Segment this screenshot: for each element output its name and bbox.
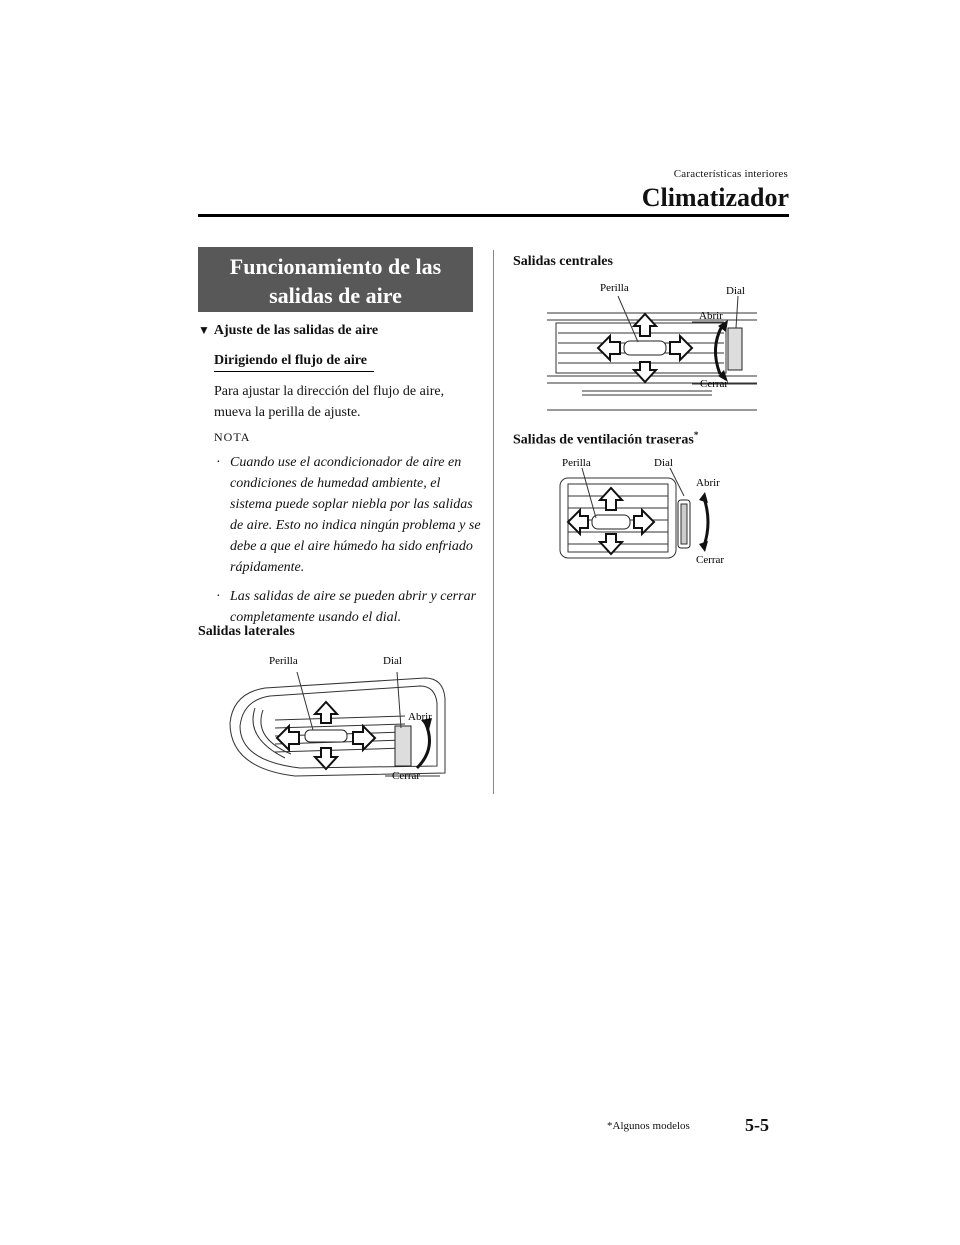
lateral-dial-label: Dial — [383, 655, 402, 667]
underlined-heading: Dirigiendo el flujo de aire — [214, 353, 367, 368]
header-rule — [198, 214, 789, 217]
section-title-line1: Funcionamiento de las — [229, 254, 442, 279]
paragraph-line2: mueva la perilla de ajuste. — [214, 405, 361, 420]
rear-vent-illustration — [548, 452, 748, 572]
nota-label: NOTA — [214, 430, 251, 444]
section-title-line2: salidas de aire — [269, 283, 402, 308]
lateral-close-label: Cerrar — [392, 770, 421, 782]
central-knob-label: Perilla — [600, 282, 629, 294]
lateral-knob-label: Perilla — [269, 655, 298, 667]
rear-knob-label: Perilla — [562, 457, 591, 469]
rear-dial-label: Dial — [654, 457, 673, 469]
rear-vents-asterisk: * — [693, 430, 699, 440]
lateral-vents-title: Salidas laterales — [198, 624, 295, 639]
lateral-vent-illustration — [225, 648, 450, 783]
rear-vents-title — [513, 430, 698, 449]
header-section: Características interiores — [673, 168, 788, 180]
lateral-open-label: Abrir — [408, 711, 432, 723]
paragraph-line1: Para ajustar la dirección del flujo de aire, — [214, 384, 445, 399]
heading-underline — [214, 371, 374, 372]
triangle-marker-icon: ▼ — [198, 323, 210, 337]
subheading — [198, 323, 378, 339]
central-dial-label: Dial — [726, 285, 745, 297]
central-close-label: Cerrar — [700, 378, 729, 390]
central-vent-illustration — [542, 278, 760, 414]
page-number: 5-5 — [745, 1115, 769, 1135]
column-divider — [493, 250, 494, 794]
instruction-paragraph — [214, 381, 484, 423]
note-item: · Las salidas de aire se pueden abrir y cerrar completamente usando el dial. — [214, 586, 482, 628]
rear-close-label: Cerrar — [696, 554, 725, 566]
rear-open-label: Abrir — [696, 477, 720, 489]
footer-note: *Algunos modelos — [607, 1120, 690, 1132]
section-title-box — [198, 247, 473, 312]
central-vents-title: Salidas centrales — [513, 254, 613, 269]
rear-vents-title-text: Salidas de ventilación traseras — [513, 432, 694, 448]
note-item: · Cuando use el acondicionador de aire en condiciones de humedad ambiente, el sistema puede soplar niebla por las salidas de aire. Esto no indica ningún problema y se debe a que el aire húmedo ha sido enfriado rápidamente. — [214, 452, 482, 578]
central-open-label: Abrir — [699, 310, 723, 322]
note-list — [214, 452, 482, 636]
subheading-text: Ajuste de las salidas de aire — [213, 323, 379, 338]
header-title: Climatizador — [641, 183, 789, 212]
